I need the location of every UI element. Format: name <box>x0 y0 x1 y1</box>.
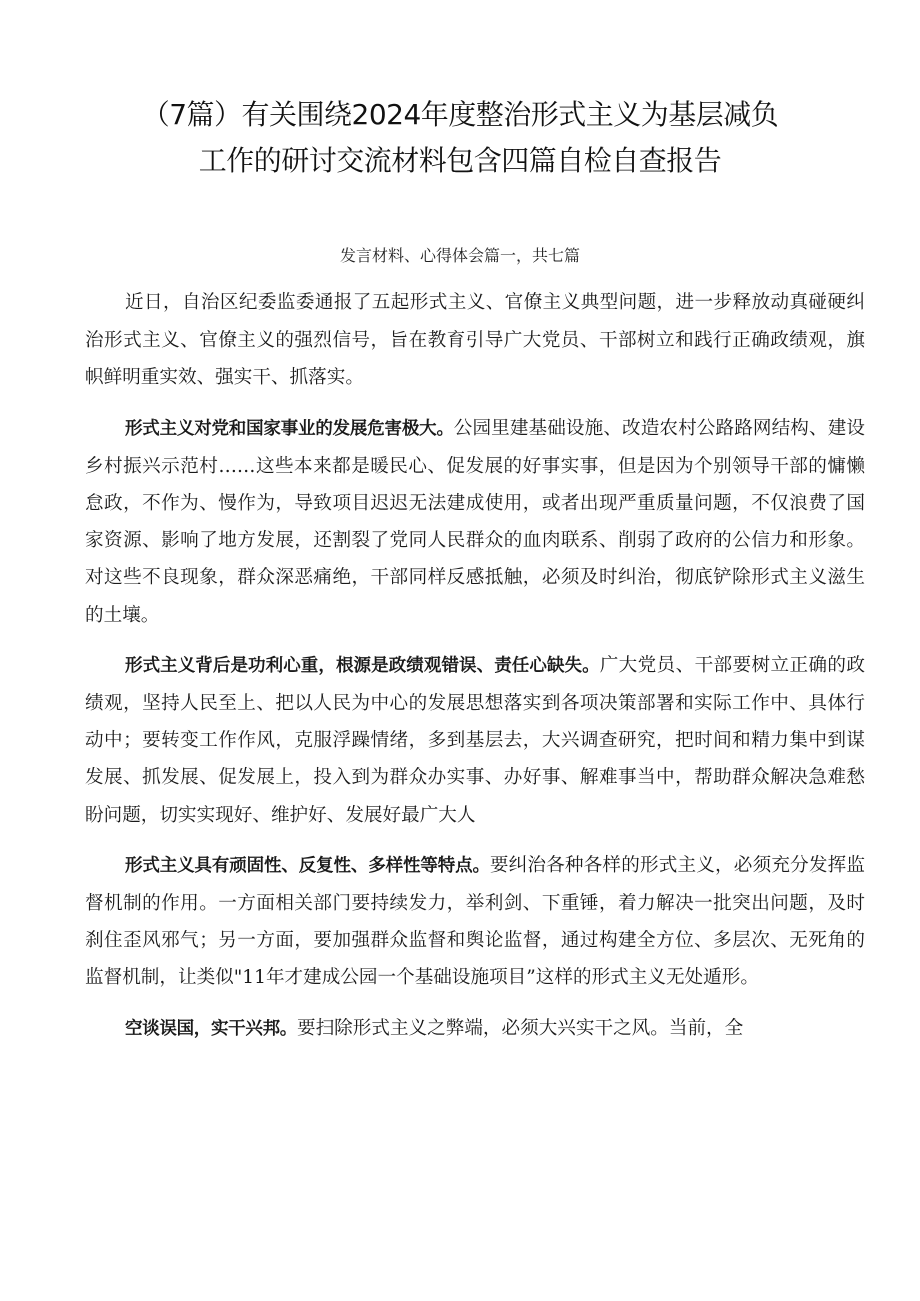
paragraph-text: 广大党员、干部要树立正确的政绩观，坚持人民至上、把以人民为中心的发展思想落实到各项决策部署和实际工作中、具体行动中；要转变工作作风，克服浮躁情绪，多到基层去，大兴调查研究，把时间和精力集中到谋发展、抓发展、促发展上，投入到为群众办实事、办好事、解难事当中，帮助群众解决急难愁盼问题，切实实现好、维护好、发展好最广大人 <box>85 654 865 826</box>
document-body <box>85 284 865 1061</box>
paragraph-1 <box>85 284 865 397</box>
paragraph-lead: 形式主义具有顽固性、反复性、多样性等特点。 <box>124 855 490 876</box>
title-line-1: （7篇）有关围绕2024年度整治形式主义为基层减负 <box>141 98 779 131</box>
paragraph-5 <box>85 1010 865 1048</box>
paragraph-3 <box>85 647 865 834</box>
paragraph-lead: 形式主义对党和国家事业的发展危害极大。 <box>124 418 454 439</box>
paragraph-2 <box>85 410 865 634</box>
title-line-2: 工作的研讨交流材料包含四篇自检自查报告 <box>198 144 722 177</box>
paragraph-4 <box>85 847 865 997</box>
paragraph-text: 要扫除形式主义之弊端，必须大兴实干之风。当前，全 <box>296 1017 744 1039</box>
paragraph-text: 要纠治各种各样的形式主义，必须充分发挥监督机制的作用。一方面相关部门要持续发力，举利剑、下重锤，着力解决一批突出问题，及时刹住歪风邪气；另一方面，要加强群众监督和舆论监督，通过构建全方位、多层次、无死角的监督机制，让类似"11年才建成公园一个基础设施项目”这样的形式主义无处遁形。 <box>85 854 865 989</box>
paragraph-text: 公园里建基础设施、改造农村公路路网结构、建设乡村振兴示范村……这些本来都是暖民心、促发展的好事实事，但是因为个别领导干部的慵懒怠政，不作为、慢作为，导致项目迟迟无法建成使用，或者出现严重质量问题，不仅浪费了国家资源、影响了地方发展，还割裂了党同人民群众的血肉联系、削弱了政府的公信力和形象。对这些不良现象，群众深恶痛绝，干部同样反感抵触，必须及时纠治，彻底铲除形式主义滋生的土壤。 <box>85 417 865 626</box>
paragraph-text: 近日，自治区纪委监委通报了五起形式主义、官僚主义典型问题，进一步释放动真碰硬纠治形式主义、官僚主义的强烈信号，旨在教育引导广大党员、干部树立和践行正确政绩观，旗帜鲜明重实效、强实干、抓落实。 <box>85 292 865 389</box>
document-subtitle: 发言材料、心得体会篇一，共七篇 <box>339 246 580 265</box>
paragraph-lead: 空谈误国，实干兴邦。 <box>124 1018 297 1039</box>
document-title <box>60 92 860 184</box>
paragraph-lead: 形式主义背后是功利心重，根源是政绩观错误、责任心缺失。 <box>124 655 600 676</box>
